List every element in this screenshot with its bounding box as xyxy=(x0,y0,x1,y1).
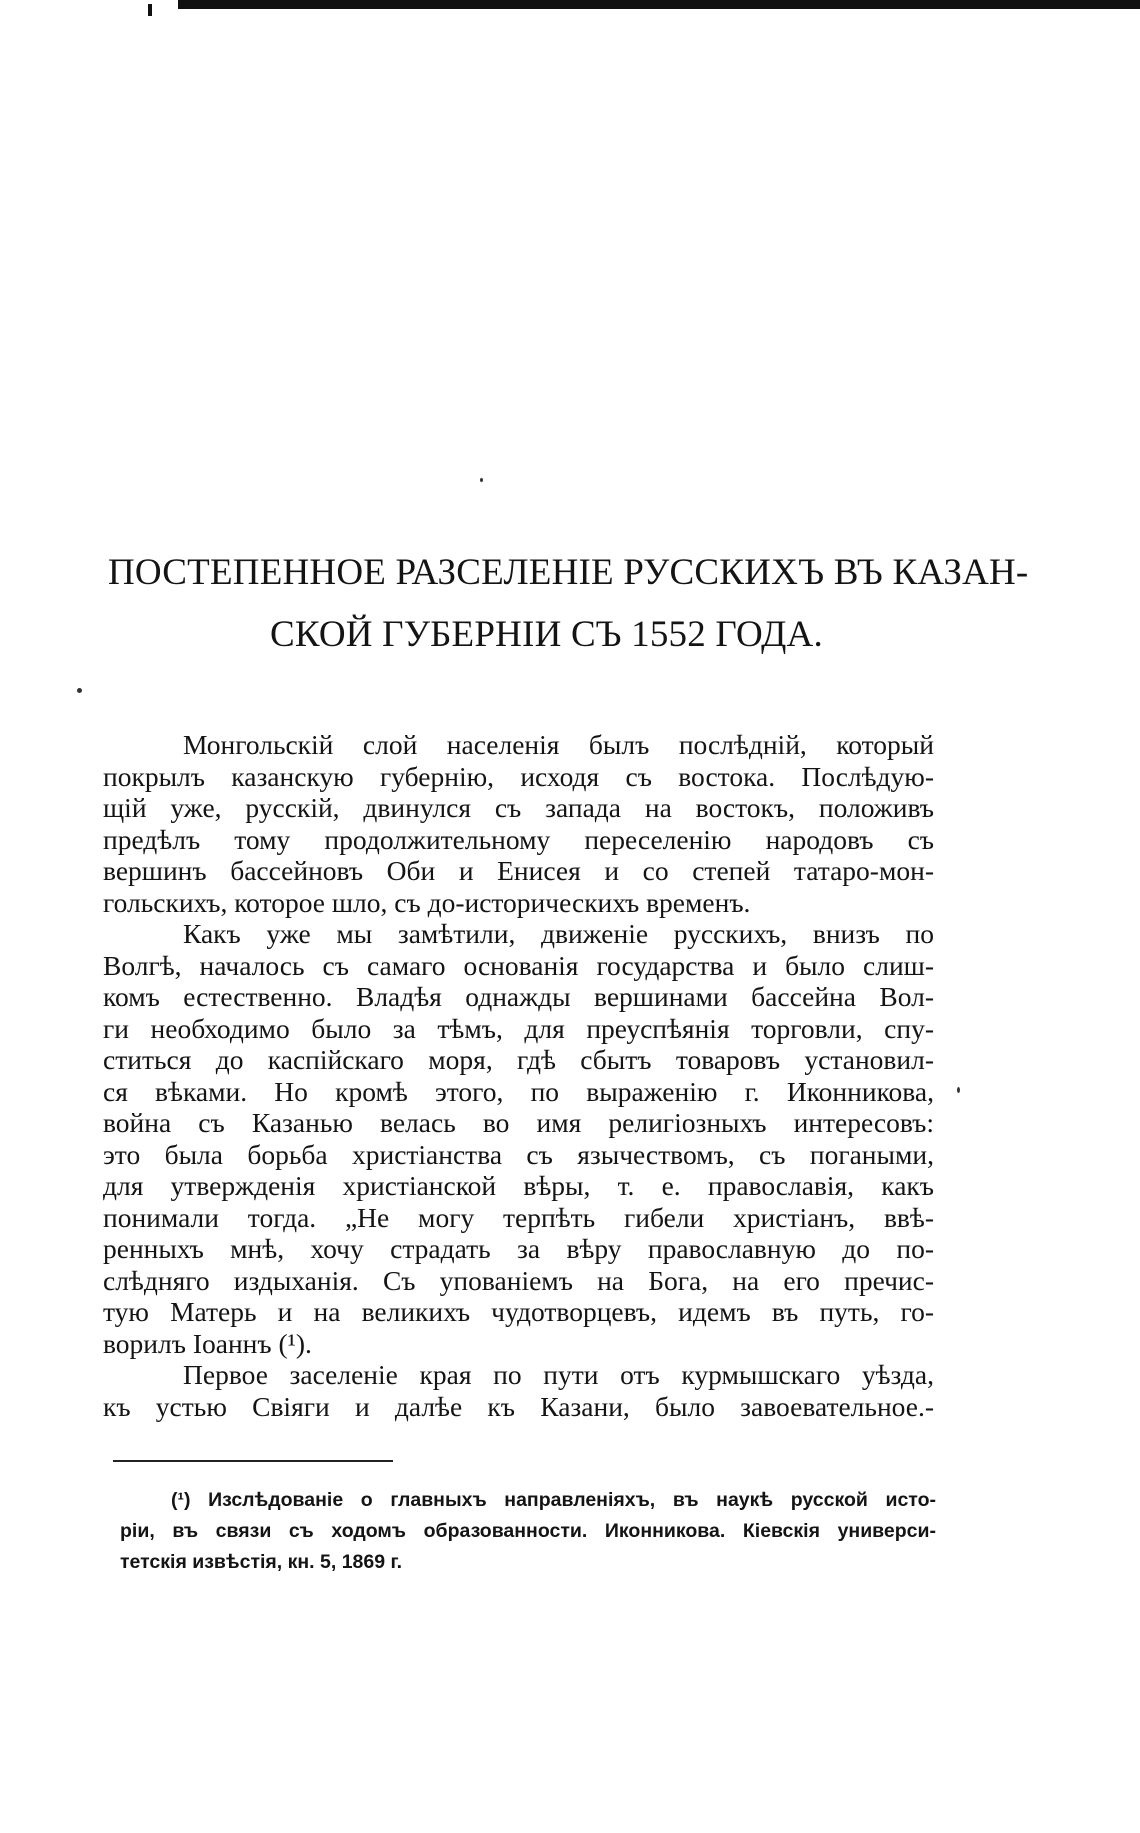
text-line: ренныхъ мнѣ, хочу страдать за вѣру православную до по- xyxy=(103,1233,934,1264)
footnote-line-2: ріи, въ связи съ ходомъ образованности. Иконникова. Кіевскія универси- xyxy=(120,1520,936,1542)
text-line: щій уже, русскій, двинулся съ запада на востокъ, положивъ xyxy=(103,792,934,823)
footnote-line-3: тетскія извѣстія, кн. 5, 1869 г. xyxy=(120,1551,403,1573)
text-line: слѣдняго издыханія. Съ упованіемъ на Бога, на его пречис- xyxy=(103,1264,934,1296)
footnote xyxy=(120,1485,936,1578)
text-line: Монгольскій слой населенія былъ послѣдній, который xyxy=(183,729,934,760)
text-line: покрылъ казанскую губернію, исходя съ востока. Послѣдую- xyxy=(103,760,934,792)
text-line: къ устью Свіяги и далѣе къ Казани, было завоевательное.- xyxy=(103,1390,934,1422)
text-line: понимали тогда. „Не могу терпѣть гибели христіанъ, ввѣ- xyxy=(103,1201,934,1233)
text-line: ворилъ Іоаннъ (¹). xyxy=(103,1327,312,1359)
text-line: тую Матерь и на великихъ чудотворцевъ, идемъ въ путь, го- xyxy=(103,1296,934,1327)
chapter-title xyxy=(90,542,1050,666)
chapter-title-line-2: СКОЙ ГУБЕРНІИ СЪ 1552 ГОДА. xyxy=(270,614,823,655)
top-edge-speck xyxy=(148,4,152,16)
text-line: предѣлъ тому продолжительному переселенію народовъ съ xyxy=(103,823,934,855)
text-line: ститься до каспійскаго моря, гдѣ сбытъ товаровъ установил- xyxy=(103,1044,934,1075)
main-text xyxy=(103,729,934,1422)
text-line: ся вѣками. Но кромѣ этого, по выраженію г. Иконникова, xyxy=(103,1075,934,1107)
text-line: ги необходимо было за тѣмъ, для преуспѣянія торговли, спу- xyxy=(103,1012,934,1044)
footnote-separator xyxy=(113,1460,393,1462)
scan-speck xyxy=(480,478,483,482)
scan-speck xyxy=(957,1087,960,1093)
chapter-title-line-1: ПОСТЕПЕННОЕ РАЗСЕЛЕНІЕ РУССКИХЪ ВЪ КАЗАН- xyxy=(108,552,1029,593)
text-line: для утвержденія христіанской вѣры, т. е. православія, какъ xyxy=(103,1170,934,1201)
text-line: это была борьба христіанства съ язычествомъ, съ погаными, xyxy=(103,1138,934,1170)
text-line: гольскихъ, которое шло, съ до-историческихъ временъ. xyxy=(103,886,751,918)
text-line: война съ Казанью велась во имя религіозныхъ интересовъ: xyxy=(103,1107,934,1138)
text-line: Волгѣ, началось съ самаго основанія государства и было слиш- xyxy=(103,949,934,981)
footnote-line-1: (¹) Изслѣдованіе о главныхъ направленіяхъ, въ наукѣ русской исто- xyxy=(171,1489,936,1511)
text-line: Первое заселеніе края по пути отъ курмышскаго уѣзда, xyxy=(183,1359,934,1390)
text-line: Какъ уже мы замѣтили, движеніе русскихъ, внизъ по xyxy=(183,918,934,949)
scan-speck xyxy=(77,688,82,693)
top-edge-scan-mark xyxy=(178,0,1140,9)
text-line: вершинъ бассейновъ Оби и Енисея и со степей татаро-мон- xyxy=(103,855,934,886)
text-line: комъ естественно. Владѣя однажды вершинами бассейна Вол- xyxy=(103,981,934,1012)
